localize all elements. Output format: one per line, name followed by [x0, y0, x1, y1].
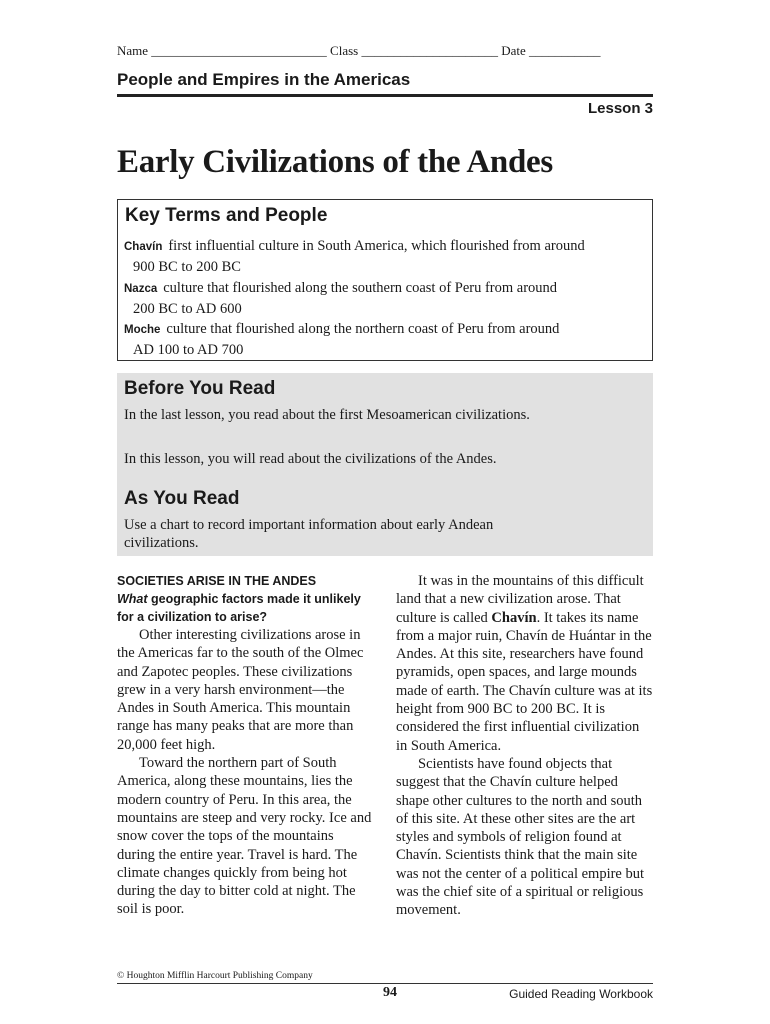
- body-text: It was in the mountains of this difficult land that a new civilization arose. That culture is called: [396, 573, 644, 626]
- page-title: Early Civilizations of the Andes: [117, 144, 553, 180]
- key-term-moche: [124, 319, 639, 360]
- as-you-read-text: Use a chart to record important information about early Andean civilizations.: [124, 517, 494, 551]
- copyright-notice: © Houghton Mifflin Harcourt Publishing Company: [117, 971, 313, 981]
- body-text: . It takes its name from a major ruin, Chavín de Huántar in the Andes. At this site, researchers have found pyramids, open spaces, and large mounds made of earth. The Chavín culture was at its height from 900 BC to 200 BC. It is considered the first influential civilization in South America.: [396, 609, 653, 754]
- name-class-date-line: Name ___________________________ Class _____________________ Date ___________: [117, 43, 601, 58]
- section-heading: SOCIETIES ARISE IN THE ANDES: [117, 574, 317, 588]
- term-definition: first influential culture in South America, which flourished from around: [168, 238, 585, 254]
- before-you-read-text-1: In the last lesson, you read about the first Mesoamerican civilizations.: [124, 407, 530, 423]
- worksheet-page: [117, 0, 653, 1024]
- body-paragraph: Other interesting civilizations arose in the Americas far to the south of the Olmec and Zapotec peoples. These civilizations grew in a very harsh environment—the Andes in South America. This mountain range has many peaks that are more than 20,000 feet high.: [117, 627, 364, 753]
- key-term-chavin: [124, 236, 639, 277]
- before-you-read-heading: Before You Read: [124, 378, 276, 399]
- footer-divider: [117, 983, 653, 984]
- term-definition-cont: 900 BC to 200 BC: [133, 259, 241, 275]
- key-term-highlight: Chavín: [491, 609, 537, 626]
- term-definition-cont: 200 BC to AD 600: [133, 301, 242, 317]
- right-column: [396, 572, 654, 920]
- workbook-title: Guided Reading Workbook: [509, 987, 653, 1001]
- term-definition-cont: AD 100 to AD 700: [133, 342, 244, 358]
- guiding-question: [117, 590, 375, 626]
- as-you-read-heading: As You Read: [124, 488, 240, 509]
- term-name: Moche: [124, 324, 161, 336]
- key-terms-heading: Key Terms and People: [125, 205, 328, 226]
- term-name: Chavín: [124, 241, 163, 253]
- question-text: geographic factors made it unlikely for a civilization to arise?: [117, 592, 361, 624]
- term-definition: culture that flourished along the northern coast of Peru from around: [166, 321, 560, 337]
- body-paragraph: [396, 572, 654, 755]
- reading-prep-box: [117, 373, 653, 556]
- unit-title: People and Empires in the Americas: [117, 70, 411, 89]
- lesson-label: Lesson 3: [587, 100, 653, 117]
- term-definition: culture that flourished along the southern coast of Peru from around: [163, 280, 558, 296]
- before-you-read-text-2: In this lesson, you will read about the civilizations of the Andes.: [124, 451, 497, 467]
- page-number: 94: [383, 985, 397, 1000]
- body-paragraph: Toward the northern part of South America, along these mountains, lies the modern country of Peru. In this area, the mountains are steep and very rocky. Ice and snow cover the tops of the mountains during the entire year. Travel is hard. The climate changes quickly from being hot during the day to bitter cold at night. The soil is poor.: [117, 755, 372, 918]
- key-term-nazca: [124, 278, 639, 319]
- left-column: [117, 572, 375, 919]
- header-divider: [117, 94, 653, 97]
- term-name: Nazca: [124, 283, 158, 295]
- question-word: What: [117, 592, 148, 606]
- body-paragraph: Scientists have found objects that suggest that the Chavín culture helped shape other cultures to the north and south of this site. At these other sites are the art styles and symbols of religion found at Chavín. Scientists think that the main site was not the center of a political empire but was the chief site of a spiritual or religious movement.: [396, 755, 645, 919]
